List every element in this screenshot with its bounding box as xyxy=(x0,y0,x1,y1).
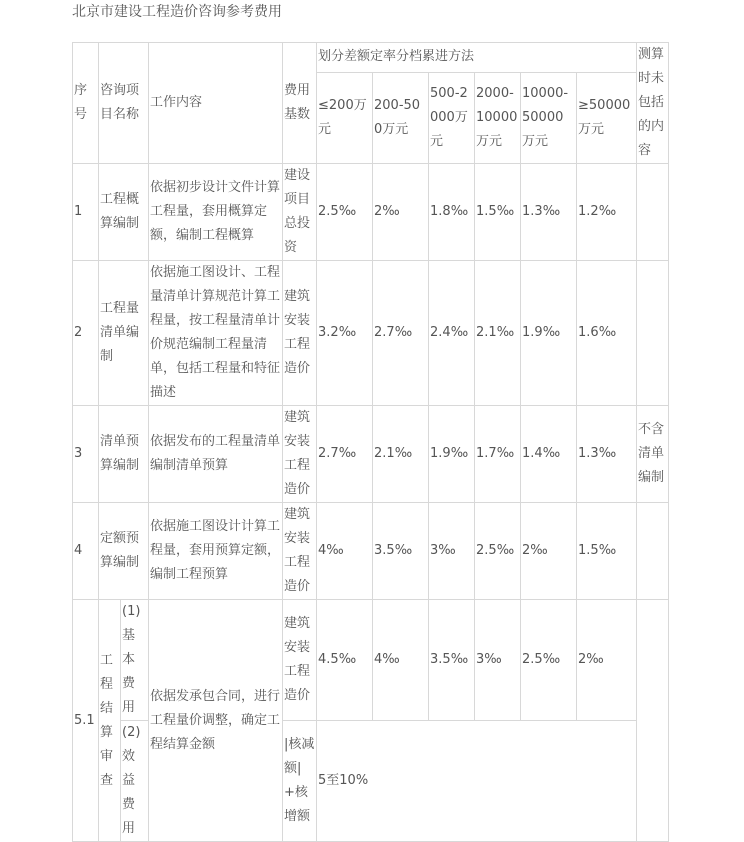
row-note xyxy=(637,261,669,406)
row-name: 定额预算编制 xyxy=(99,503,149,600)
row-rate: 2.4‰ xyxy=(429,261,475,406)
row-seq: 1 xyxy=(73,164,99,261)
header-tier: 500-2000万元 xyxy=(429,72,475,163)
row-rate: 2.7‰ xyxy=(373,261,429,406)
row-base: 建筑安装工程造价 xyxy=(283,261,317,406)
row-rate: 3.5‰ xyxy=(429,600,475,721)
header-item-name: 咨询项目名称 xyxy=(99,43,149,164)
row-rate: 1.4‰ xyxy=(521,406,577,503)
header-work-content: 工作内容 xyxy=(149,43,283,164)
row-base: 建筑安装工程造价 xyxy=(283,600,317,721)
row-rate: 3‰ xyxy=(429,503,475,600)
header-fee-base: 费用基数 xyxy=(283,43,317,164)
row-name: 工程量清单编制 xyxy=(99,261,149,406)
header-not-included: 测算时未包括的内容 xyxy=(637,43,669,164)
row-note: 不含清单编制 xyxy=(637,406,669,503)
header-tier: 200-500万元 xyxy=(373,72,429,163)
row-subitem-label: (1)基本费用 xyxy=(121,600,149,721)
row-rate: 1.3‰ xyxy=(577,406,637,503)
row-rate: 2‰ xyxy=(373,164,429,261)
row-name: 工程结算审查 xyxy=(99,600,121,842)
row-rate: 1.9‰ xyxy=(429,406,475,503)
row-rate: 1.2‰ xyxy=(577,164,637,261)
row-rate: 1.3‰ xyxy=(521,164,577,261)
row-content: 依据初步设计文件计算工程量，套用概算定额，编制工程概算 xyxy=(149,164,283,261)
header-seq: 序号 xyxy=(73,43,99,164)
row-content: 依据施工图设计计算工程量，套用预算定额，编制工程预算 xyxy=(149,503,283,600)
row-rate: 2.5‰ xyxy=(475,503,521,600)
fee-table xyxy=(72,42,669,842)
row-base: 建筑安装工程造价 xyxy=(283,503,317,600)
row-rate: 5至10% xyxy=(317,721,637,842)
row-subitem-label: (2)效益费用 xyxy=(121,721,149,842)
row-rate: 1.9‰ xyxy=(521,261,577,406)
row-seq: 5.1 xyxy=(73,600,99,842)
row-rate: 2.7‰ xyxy=(317,406,373,503)
row-rate: 1.5‰ xyxy=(475,164,521,261)
row-content: 依据施工图设计、工程量清单计算规范计算工程量，按工程量清单计价规范编制工程量清单，包括工程量和特征描述 xyxy=(149,261,283,406)
row-rate: 4.5‰ xyxy=(317,600,373,721)
row-rate: 3.2‰ xyxy=(317,261,373,406)
page-title: 北京市建设工程造价咨询参考费用 xyxy=(72,4,282,20)
row-seq: 4 xyxy=(73,503,99,600)
row-rate: 4‰ xyxy=(373,600,429,721)
header-tier: 2000-10000万元 xyxy=(475,72,521,163)
row-name: 工程概算编制 xyxy=(99,164,149,261)
header-tier: ≥50000万元 xyxy=(577,72,637,163)
row-rate: 1.8‰ xyxy=(429,164,475,261)
row-seq: 3 xyxy=(73,406,99,503)
table-row xyxy=(73,261,669,406)
row-rate: 3‰ xyxy=(475,600,521,721)
table-row xyxy=(73,600,669,721)
row-rate: 2‰ xyxy=(577,600,637,721)
row-rate: 2.1‰ xyxy=(475,261,521,406)
row-rate: 1.6‰ xyxy=(577,261,637,406)
header-tier: 10000-50000万元 xyxy=(521,72,577,163)
header-tier-method: 划分差额定率分档累进方法 xyxy=(317,43,637,73)
header-tier: ≤200万元 xyxy=(317,72,373,163)
row-rate: 1.7‰ xyxy=(475,406,521,503)
row-name: 清单预算编制 xyxy=(99,406,149,503)
table-row xyxy=(73,503,669,600)
table-row xyxy=(73,406,669,503)
row-content: 依据发承包合同，进行工程量价调整，确定工程结算金额 xyxy=(149,600,283,842)
row-base: 建筑安装工程造价 xyxy=(283,406,317,503)
row-base: |核减额|+核增额 xyxy=(283,721,317,842)
table-row xyxy=(73,164,669,261)
row-note xyxy=(637,503,669,600)
row-rate: 4‰ xyxy=(317,503,373,600)
row-content: 依据发布的工程量清单编制清单预算 xyxy=(149,406,283,503)
row-rate: 1.5‰ xyxy=(577,503,637,600)
row-rate: 2.1‰ xyxy=(373,406,429,503)
row-rate: 2.5‰ xyxy=(521,600,577,721)
row-note xyxy=(637,164,669,261)
row-rate: 2.5‰ xyxy=(317,164,373,261)
row-note xyxy=(637,600,669,842)
row-seq: 2 xyxy=(73,261,99,406)
row-rate: 3.5‰ xyxy=(373,503,429,600)
row-base: 建设项目总投资 xyxy=(283,164,317,261)
header-row-1 xyxy=(73,43,669,73)
row-rate: 2‰ xyxy=(521,503,577,600)
